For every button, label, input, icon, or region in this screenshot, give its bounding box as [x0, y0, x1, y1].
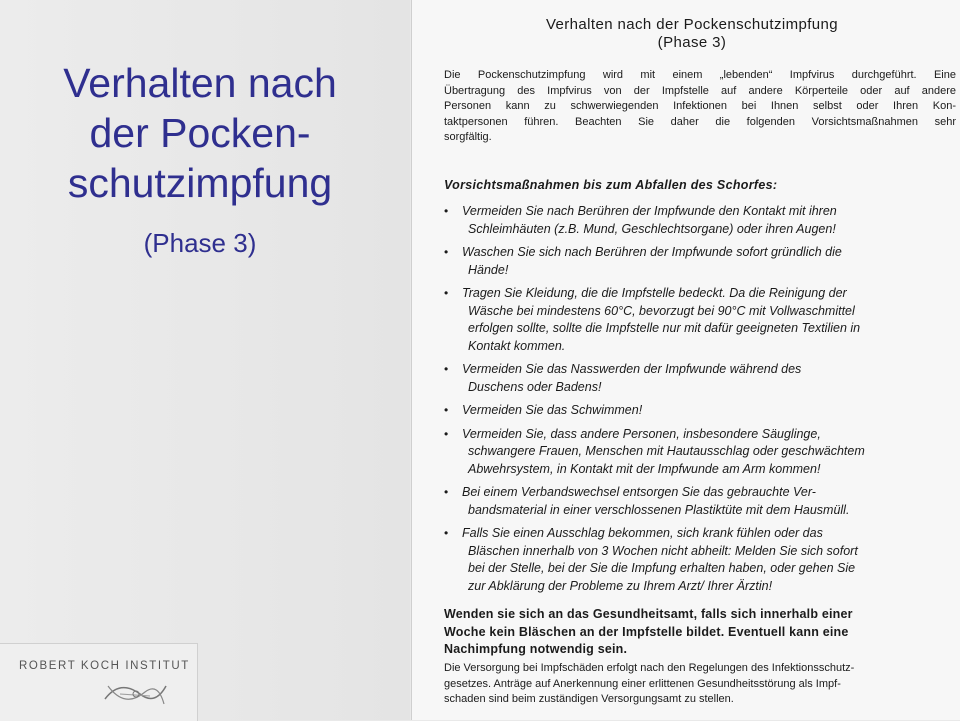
bullet-icon: •: [444, 403, 449, 417]
intro-line: sorgfältig.: [444, 131, 492, 143]
list-item-line: Wäsche bei mindestens 60°C, bevorzugt bei 90°C mit Vollwaschmittel: [468, 303, 855, 318]
list-item-line: Kontakt kommen.: [468, 338, 566, 353]
list-item-line: Bei einem Verbandswechsel entsorgen Sie das gebrauchte Ver-: [462, 485, 816, 499]
list-item-line: bandsmaterial in einer verschlossenen Plastiktüte mit dem Hausmüll.: [468, 502, 850, 517]
bullet-icon: •: [444, 362, 449, 376]
list-item: [444, 484, 960, 519]
intro-line: Die Pockenschutzimpfung wird mit einem „lebenden“ Impfvirus durchgeführt. Eine: [444, 69, 956, 81]
note-line: gesetzes. Anträge auf Anerkennung einer erlittenen Gesundheitsstörung als Impf-: [444, 677, 841, 690]
rki-emblem-icon: [100, 674, 170, 714]
list-item: [444, 244, 960, 279]
note-line: Die Versorgung bei Impfschäden erfolgt nach den Regelungen des Infektionsschutz-: [444, 662, 855, 674]
list-item-line: erfolgen sollte, sollte die Impfstelle nur mit dafür geeigneten Textilien in: [468, 321, 861, 335]
slide-title: [10, 58, 390, 208]
slide-title-line: schutzimpfung: [67, 160, 333, 206]
list-item: [444, 361, 960, 396]
logo-text: ROBERT KOCH INSTITUT: [19, 660, 190, 672]
document-title: [412, 16, 960, 52]
list-item-line: zur Abklärung der Probleme zu Ihrem Arzt/ Ihrer Ärztin!: [468, 578, 773, 593]
list-item-line: bei der Stelle, bei der Sie die Impfung erhalten haben, oder gehen Sie: [468, 561, 856, 575]
bullet-icon: •: [444, 204, 449, 218]
notice-line: Woche kein Bläschen an der Impfstelle bildet. Eventuell kann eine: [444, 624, 849, 639]
list-item: [444, 285, 960, 355]
list-item-line: Vermeiden Sie das Nasswerden der Impfwunde während des: [462, 362, 802, 376]
document-title-line: Verhalten nach der Pockenschutzimpfung: [545, 16, 839, 33]
notice-line: Wenden sie sich an das Gesundheitsamt, falls sich innerhalb einer: [444, 607, 853, 621]
list-item-line: Falls Sie einen Ausschlag bekommen, sich krank fühlen oder das: [462, 526, 823, 540]
compensation-note: [444, 661, 960, 708]
slide-subtitle: (Phase 3): [143, 228, 257, 258]
health-office-notice: [444, 606, 960, 659]
list-item-line: Bläschen innerhalb von 3 Wochen nicht abheilt: Melden Sie sich sofort: [468, 543, 858, 558]
section-heading: Vorsichtsmaßnahmen bis zum Abfallen des Schorfes:: [444, 178, 778, 192]
list-item-line: Vermeiden Sie nach Berühren der Impfwunde den Kontakt mit ihren: [462, 204, 837, 218]
intro-line: taktpersonen führen. Beachten Sie daher die folgenden Vorsichtsmaßnahmen sehr: [444, 115, 956, 128]
bullet-icon: •: [444, 245, 449, 259]
list-item: [444, 203, 960, 238]
intro-line: Personen kann zu schwerwiegenden Infektionen bei Ihnen selbst oder Ihren Kon-: [444, 100, 956, 112]
intro-paragraph: [444, 68, 956, 146]
list-item-line: Waschen Sie sich nach Berühren der Impfwunde sofort gründlich die: [462, 245, 842, 259]
list-item-line: Abwehrsystem, in Kontakt mit der Impfwunde am Arm kommen!: [468, 461, 821, 476]
notice-line: Nachimpfung notwendig sein.: [444, 642, 628, 656]
list-item-line: Vermeiden Sie das Schwimmen!: [462, 403, 643, 417]
bullet-icon: •: [444, 426, 449, 441]
list-item: [444, 426, 960, 479]
rki-logo: [0, 643, 198, 721]
bullet-icon: •: [444, 526, 449, 540]
list-item-line: Vermeiden Sie, dass andere Personen, insbesondere Säuglinge,: [462, 426, 821, 441]
document-title-line: (Phase 3): [657, 34, 727, 51]
list-item-line: Schleimhäuten (z.B. Mund, Geschlechtsorgane) oder ihren Augen!: [468, 221, 836, 236]
list-item-line: Hände!: [468, 262, 509, 277]
bullet-icon: •: [444, 286, 449, 300]
precautions-list: [444, 203, 960, 595]
bullet-icon: •: [444, 485, 449, 499]
list-item: [444, 525, 960, 595]
list-item-line: Tragen Sie Kleidung, die die Impfstelle bedeckt. Da die Reinigung der: [462, 286, 847, 300]
slide-title-line: der Pocken-: [89, 110, 311, 156]
slide-title-line: Verhalten nach: [63, 60, 337, 106]
list-item-line: schwangere Frauen, Menschen mit Hautausschlag oder geschwächtem: [468, 444, 865, 458]
slide-left-panel: [0, 0, 410, 720]
document-page: [411, 0, 960, 720]
note-line: schaden sind beim zuständigen Versorgungsamt zu stellen.: [444, 693, 734, 705]
list-item: [444, 402, 960, 420]
intro-line: Übertragung des Impfvirus von der Impfstelle auf andere Körperteile oder auf andere: [444, 84, 956, 97]
list-item-line: Duschens oder Badens!: [468, 379, 602, 394]
